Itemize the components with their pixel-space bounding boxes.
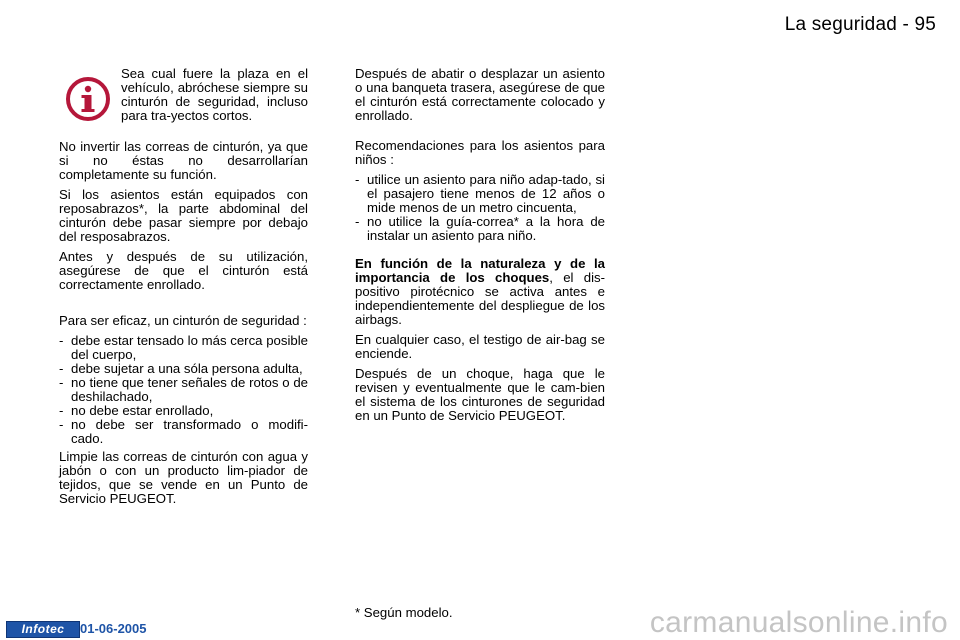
list-item: - no debe estar enrollado, [59,404,308,418]
right-column [355,67,605,429]
watermark: carmanualsonline.info [649,606,948,639]
list-item: - utilice un asiento para niño adap-tado, si el pasajero tiene menos de 12 años o mide menos de un metro cincuenta, [355,173,605,215]
paragraph: Si los asientos están equipados con reposabrazos*, la parte abdominal del cinturón debe pasar siempre por debajo del resposabrazos. [59,187,308,244]
list-item: - debe estar tensado lo más cerca posible del cuerpo, [59,334,308,362]
child-seat-list [355,173,605,243]
paragraph: En cualquier caso, el testigo de air-bag se enciende. [355,332,605,361]
page-header: La seguridad - 95 [784,14,936,35]
bold-heading: En función de la naturaleza y de la importancia de los choques [355,256,605,285]
paragraph: Después de abatir o desplazar un asiento o una banqueta trasera, asegúrese de que el cinturón está correctamente colocado y enrollado. [355,66,605,123]
footer-date: 01-06-2005 [80,621,147,636]
info-icon [65,76,111,122]
left-column [59,140,308,512]
paragraph-text: , el dis-positivo pirotécnico se activa antes e independientemente del despliegue de los airbags. [355,270,606,327]
list-item: - debe sujetar a una sóla persona adulta, [59,362,308,376]
infotec-logo: Infotec [6,621,80,638]
paragraph: Para ser eficaz, un cinturón de seguridad : [59,313,307,328]
paragraph: Limpie las correas de cinturón con agua y jabón o con un producto lim-piador de tejidos, que se vende en un Punto de Servicio PEUGEOT. [59,449,308,506]
paragraph: Después de un choque, haga que le revisen y eventualmente que le cam-bien el sistema de los cinturones de seguridad en un Punto de Servicio PEUGEOT. [355,366,605,423]
paragraph: Recomendaciones para los asientos para niños : [355,138,605,167]
paragraph: No invertir las correas de cinturón, ya que si no éstas no desarrollarían completamente su función. [59,139,308,182]
footnote: * Según modelo. [355,605,453,620]
info-note [59,67,308,137]
list-item: - no utilice la guía-correa* a la hora de instalar un asiento para niño. [355,215,605,243]
paragraph [355,257,605,327]
list-item: - no tiene que tener señales de rotos o de deshilachado, [59,376,308,404]
list-item: - no debe ser transformado o modifi-cado. [59,418,308,446]
seatbelt-requirements-list [59,334,308,446]
info-note-text: Sea cual fuere la plaza en el vehículo, abróchese siempre su cinturón de seguridad, incluso para tra-yectos cortos. [121,66,308,123]
paragraph: Antes y después de su utilización, asegúrese de que el cinturón está correctamente enrollado. [59,249,308,292]
